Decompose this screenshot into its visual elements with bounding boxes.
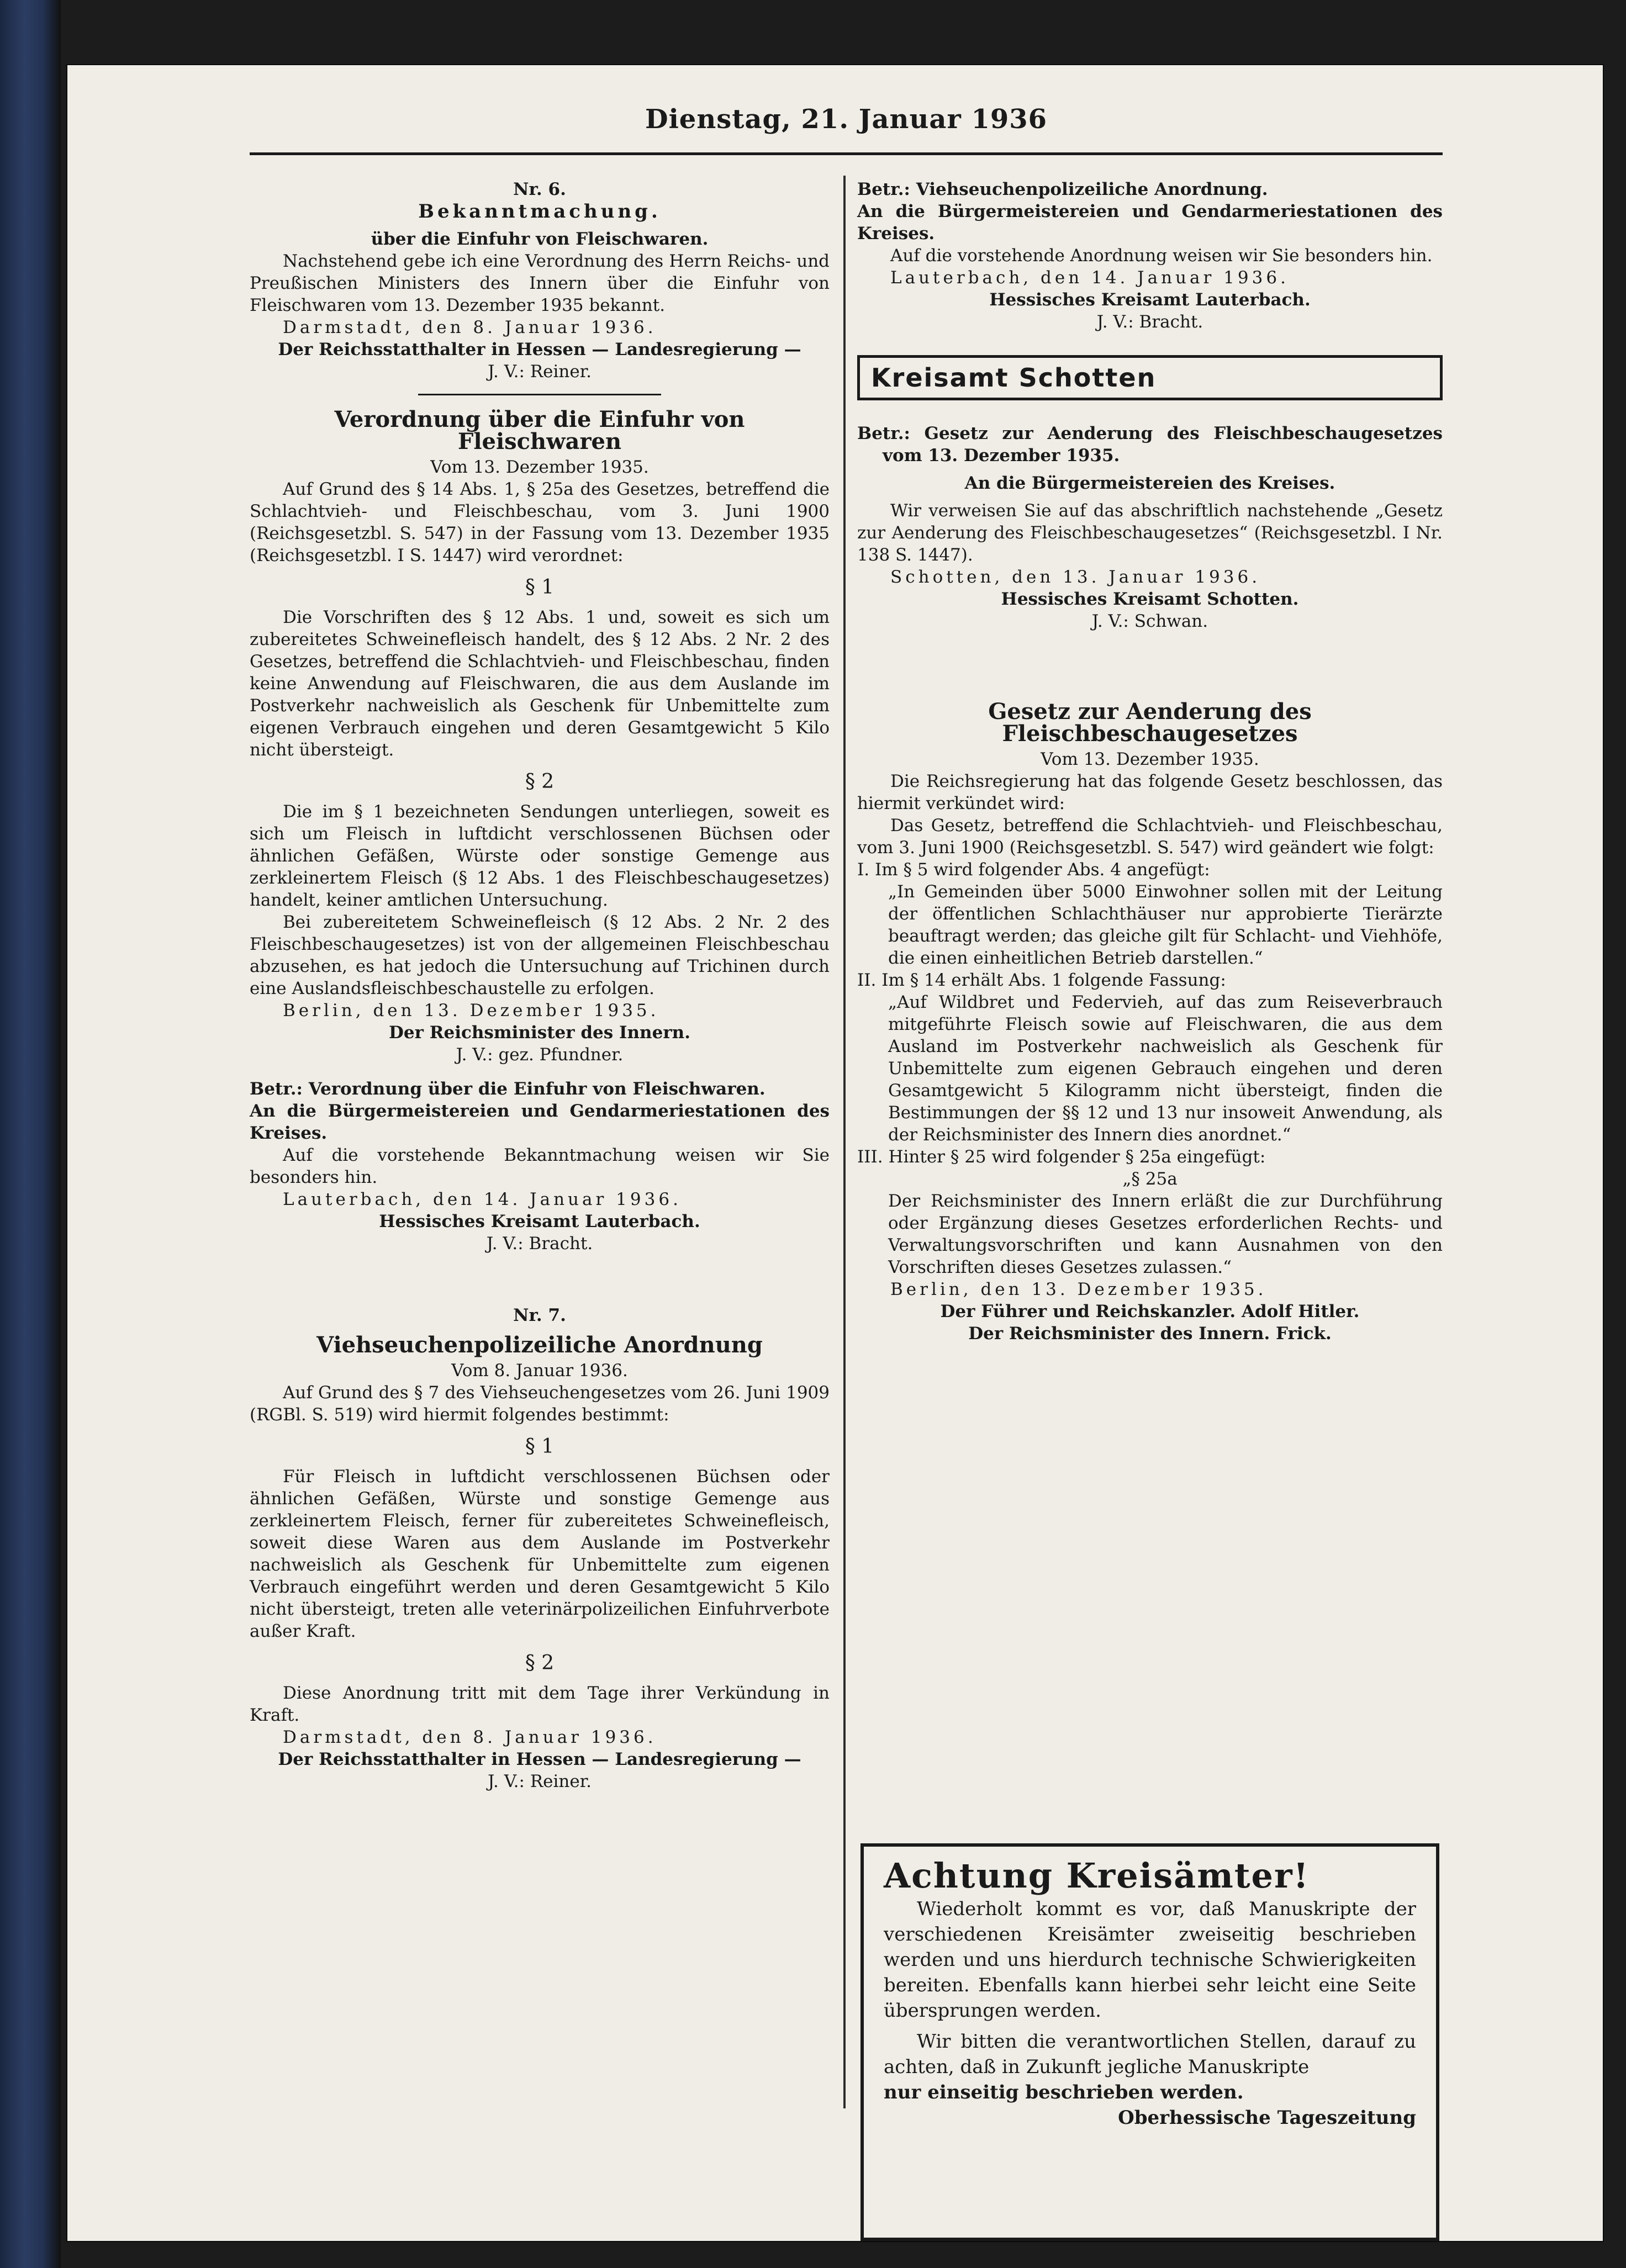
hinweis-bekanntmachung: Auf die vorstehende Bekanntmachung weisen wir Sie besonders hin. <box>250 1145 830 1187</box>
verordnung-date: Vom 13. Dezember 1935. <box>430 457 649 477</box>
bekanntmachung-signature: J. V.: Reiner. <box>487 362 592 382</box>
verordnung-signature: J. V.: gez. Pfundner. <box>456 1045 624 1065</box>
header-rule <box>250 152 1443 155</box>
betreff-verordnung: Betr.: Verordnung über die Einfuhr von Fleischwaren. <box>250 1079 766 1099</box>
gesetz-item-1: I. Im § 5 wird folgender Abs. 4 angefügt: <box>857 860 1210 880</box>
viehseuchen-signature: J. V.: Reiner. <box>487 1772 592 1791</box>
viehseuchen-para-1: § 1 <box>525 1435 555 1458</box>
schotten-signature: J. V.: Schwan. <box>1091 611 1208 631</box>
viehseuchen-para-1-text: Für Fleisch in luftdicht verschlossenen Büchsen oder ähnlichen Gefäßen, Würste und sonstige Gemenge aus zerkleinertem Fleisch, ferner für zubereitetes Schweinefleisch, soweit diese Waren aus dem Auslande im Postverkehr nachweislich als Geschenk für Unbemittelte zum eigenen Verbrauch eingeführt werden und deren Gesamtgewicht 5 Kilo nicht übersteigt, treten alle veterinärpolizeilichen Einfuhrverbote außer Kraft. <box>250 1467 830 1641</box>
gesetz-signature-1: Der Führer und Reichskanzler. Adolf Hitler. <box>940 1302 1360 1321</box>
notice-paragraph-2: Wir bitten die verantwortlichen Stellen, darauf zu achten, daß in Zukunft jegliche Manuskripte <box>884 2031 1416 2078</box>
gesetz-item-3-quote: Der Reichsminister des Innern erläßt die zur Durchführung oder Ergänzung dieses Gesetzes erforderlichen Rechts- und Verwaltungsvorschriften und kann Ausnahmen von den Vorschriften dieses Gesetzes zulassen.“ <box>888 1191 1443 1277</box>
kreisamt-schotten-box <box>857 355 1443 400</box>
gesetz-place-date: Berlin, den 13. Dezember 1935. <box>890 1280 1267 1299</box>
gesetz-item-2-quote: „Auf Wildbret und Federvieh, auf das zum Reiseverbrauch mitgeführte Fleisch sowie auf Fleischwaren, die aus dem Ausland im Postverkehr nachweislich als Geschenk für Unbemittelte zum eigenen Gebrauch eingehen und deren Gesamtgewicht 5 Kilogramm nicht übersteigt, finden die Bestimmungen der §§ 12 und 13 nur insoweit Anwendung, als der Reichsminister des Innern dies anordnet.“ <box>888 992 1443 1145</box>
notice-paragraph-2-emphasis: nur einseitig beschrieben werden. <box>884 2081 1244 2103</box>
gesetz-item-1-quote: „In Gemeinden über 5000 Einwohner sollen mit der Leitung der öffentlichen Schlachthäuser nur approbierte Tierärzte beauftragt werden; das gleiche gilt für Schlacht- und Viehhöfe, die einen einheitlichen Betrieb darstellen.“ <box>888 882 1443 968</box>
viehseuchen-authority: Der Reichsstatthalter in Hessen — Landesregierung — <box>278 1749 801 1769</box>
kreisamt-schotten-title: Kreisamt Schotten <box>871 363 1157 393</box>
gesetz-title: Gesetz zur Aenderung des Fleischbeschaugesetzes <box>988 699 1312 747</box>
page-header-date: Dienstag, 21. Januar 1936 <box>645 104 1048 135</box>
lauterbach-authority-1: Hessisches Kreisamt Lauterbach. <box>379 1212 700 1231</box>
verordnung-authority: Der Reichsminister des Innern. <box>389 1023 690 1043</box>
gesetz-date: Vom 13. Dezember 1935. <box>1041 749 1259 769</box>
lauterbach-signature-2: J. V.: Bracht. <box>1096 312 1203 332</box>
bekanntmachung-authority: Der Reichsstatthalter in Hessen — Landesregierung — <box>278 340 801 360</box>
verordnung-para-1-text: Die Vorschriften des § 12 Abs. 1 und, soweit es sich um zubereitetes Schweinefleisch handelt, des § 12 Abs. 2 Nr. 2 des Gesetzes, betreffend die Schlachtvieh- und Fleischbeschau, finden keine Anwendung auf Fleischwaren, die aus dem Auslande im Postverkehr nachweislich als Geschenk für Unbemittelte zum eigenen Verbrauch eingehen und deren Gesamtgewicht 5 Kilo nicht übersteigt. <box>250 607 830 760</box>
bekanntmachung-subtitle: über die Einfuhr von Fleischwaren. <box>371 229 709 249</box>
left-column <box>250 178 830 1793</box>
viehseuchen-para-2: § 2 <box>525 1652 555 1674</box>
notice-box <box>860 1843 1439 2241</box>
viehseuchen-title: Viehseuchenpolizeiliche Anordnung <box>316 1332 763 1358</box>
gesetz-para-25a: „§ 25a <box>1122 1169 1178 1189</box>
book-binding <box>0 0 61 2268</box>
verordnung-para-1: § 1 <box>525 576 555 599</box>
nr6-heading: Nr. 6. <box>513 179 566 199</box>
schotten-authority: Hessisches Kreisamt Schotten. <box>1001 589 1299 609</box>
gesetz-item-3: III. Hinter § 25 wird folgender § 25a eingefügt: <box>857 1147 1266 1167</box>
lauterbach-place-date-2: Lauterbach, den 14. Januar 1936. <box>890 268 1289 288</box>
verordnung-place-date: Berlin, den 13. Dezember 1935. <box>283 1001 659 1021</box>
right-column <box>857 178 1443 1345</box>
verweis-text: Wir verweisen Sie auf das abschriftlich nachstehende „Gesetz zur Aenderung des Fleischbeschaugesetzes“ (Reichsgesetzbl. I Nr. 138 S. 1447). <box>857 501 1443 565</box>
verordnung-para-2: § 2 <box>525 770 555 793</box>
betreff-gesetz: Betr.: Gesetz zur Aenderung des Fleischbeschaugesetzes vom 13. Dezember 1935. <box>857 424 1443 466</box>
betreff-viehseuchen: Betr.: Viehseuchenpolizeiliche Anordnung. <box>857 179 1268 199</box>
addressee-3: An die Bürgermeistereien des Kreises. <box>964 473 1335 493</box>
schotten-place-date: Schotten, den 13. Januar 1936. <box>890 567 1261 587</box>
notice-paragraph-1: Wiederholt kommt es vor, daß Manuskripte der verschiedenen Kreisämter zweiseitig beschrieben werden und uns hierdurch technische Schwierigkeiten bereiten. Ebenfalls kann hierbei sehr leicht eine Seite übersprungen werden. <box>884 1898 1416 2022</box>
viehseuchen-intro: Auf Grund des § 7 des Viehseuchengesetzes vom 26. Juni 1909 (RGBl. S. 519) wird hiermit folgendes bestimmt: <box>250 1383 830 1425</box>
viehseuchen-place-date: Darmstadt, den 8. Januar 1936. <box>283 1727 657 1747</box>
page <box>67 65 1603 2241</box>
notice-title: Achtung Kreisämter! <box>884 1855 1310 1896</box>
notice-source: Oberhessische Tageszeitung <box>1118 2107 1416 2129</box>
bekanntmachung-title: Bekanntmachung. <box>418 200 661 223</box>
lauterbach-authority-2: Hessisches Kreisamt Lauterbach. <box>989 290 1311 310</box>
gesetz-text: Das Gesetz, betreffend die Schlachtvieh- und Fleischbeschau, vom 3. Juni 1900 (Reichsgesetzbl. S. 547) wird geändert wie folgt: <box>857 816 1443 858</box>
addressee-2: An die Bürgermeistereien und Gendarmeriestationen des Kreises. <box>857 202 1443 244</box>
gesetz-item-2: II. Im § 14 erhält Abs. 1 folgende Fassung: <box>857 970 1226 990</box>
gesetz-signature-2: Der Reichsminister des Innern. Frick. <box>968 1324 1332 1344</box>
hinweis-anordnung: Auf die vorstehende Anordnung weisen wir Sie besonders hin. <box>890 246 1433 266</box>
bekanntmachung-place-date: Darmstadt, den 8. Januar 1936. <box>283 318 657 337</box>
verordnung-intro: Auf Grund des § 14 Abs. 1, § 25a des Gesetzes, betreffend die Schlachtvieh- und Fleischbeschau, vom 3. Juni 1900 (Reichsgesetzbl. S. 547) in der Fassung vom 13. Dezember 1935 (Reichsgesetzbl. I S. 1447) wird verordnet: <box>250 479 830 565</box>
column-divider <box>843 176 846 2108</box>
lauterbach-signature-1: J. V.: Bracht. <box>486 1234 593 1254</box>
lauterbach-place-date-1: Lauterbach, den 14. Januar 1936. <box>283 1189 682 1209</box>
addressee-1: An die Bürgermeistereien und Gendarmeriestationen des Kreises. <box>250 1101 830 1143</box>
viehseuchen-date: Vom 8. Januar 1936. <box>451 1361 628 1381</box>
bekanntmachung-text: Nachstehend gebe ich eine Verordnung des Herrn Reichs- und Preußischen Ministers des Innern über die Einfuhr von Fleischwaren vom 13. Dezember 1935 bekannt. <box>250 251 830 315</box>
section-rule <box>418 394 661 395</box>
verordnung-para-2-text-2: Bei zubereitetem Schweinefleisch (§ 12 Abs. 2 Nr. 2 des Fleischbeschaugesetzes) ist von der allgemeinen Fleischbeschau abzusehen, es hat jedoch die Untersuchung auf Trichinen durch eine Auslandsfleischbeschaustelle zu erfolgen. <box>250 912 830 998</box>
verordnung-para-2-text-1: Die im § 1 bezeichneten Sendungen unterliegen, soweit es sich um Fleisch in luftdicht verschlossenen Büchsen oder ähnlichen Gefäßen, Würste oder sonstige Gemenge aus zerkleinertem Fleisch (§ 12 Abs. 1 des Fleischbeschaugesetzes) handelt, keiner amtlichen Untersuchung. <box>250 802 830 910</box>
verordnung-title: Verordnung über die Einfuhr von Fleischwaren <box>334 406 745 454</box>
nr7-heading: Nr. 7. <box>513 1305 566 1325</box>
viehseuchen-para-2-text: Diese Anordnung tritt mit dem Tage ihrer Verkündung in Kraft. <box>250 1683 830 1725</box>
gesetz-intro: Die Reichsregierung hat das folgende Gesetz beschlossen, das hiermit verkündet wird: <box>857 771 1443 813</box>
